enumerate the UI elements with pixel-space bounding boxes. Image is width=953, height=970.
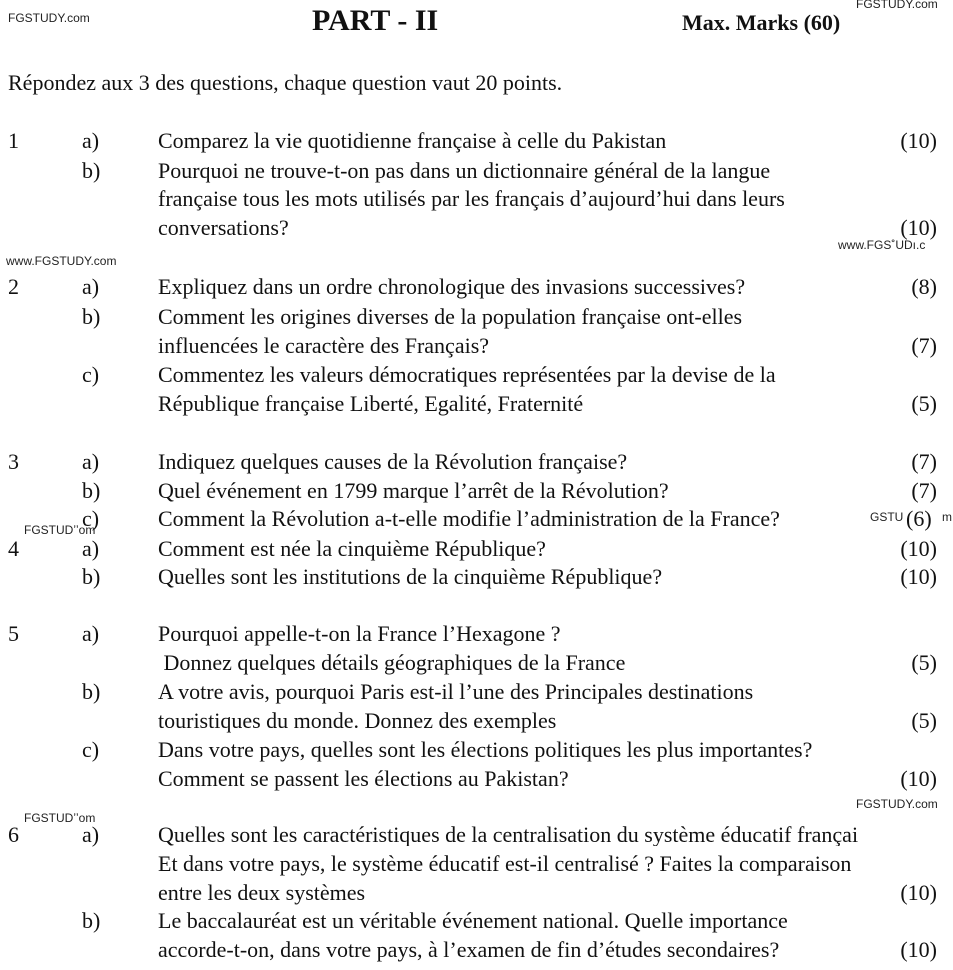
watermark: GSTU xyxy=(870,510,904,524)
question-text: entre les deux systèmes xyxy=(158,880,366,905)
question-text: Et dans votre pays, le système éducatif est-il centralisé ? Faites la comparaison xyxy=(158,851,852,876)
watermark: m xyxy=(942,510,952,524)
question-text: Comment les origines diverses de la population française ont-elles xyxy=(158,304,743,329)
question-marks: (10) xyxy=(900,880,937,905)
question-part-letter: c) xyxy=(82,362,100,387)
question-number: 6 xyxy=(8,822,19,847)
question-marks: (5) xyxy=(911,391,937,416)
question-text: Donnez quelques détails géographiques de la France xyxy=(158,650,626,675)
question-text: influencées le caractère des Français? xyxy=(158,333,490,358)
watermark: FGSTUDY.com xyxy=(8,11,90,25)
question-text: Le baccalauréat est un véritable événement national. Quelle importance xyxy=(158,908,788,933)
max-marks: Max. Marks (60) xyxy=(682,10,841,35)
question-text: accorde-t-on, dans votre pays, à l’examen de fin d’études secondaires? xyxy=(158,937,780,962)
question-number: 1 xyxy=(8,128,19,153)
question-part-letter: a) xyxy=(82,449,100,474)
question-text: Comment se passent les élections au Pakistan? xyxy=(158,766,569,791)
question-part-letter: b) xyxy=(82,908,101,933)
page-title: PART - II xyxy=(312,4,439,37)
question-marks: (7) xyxy=(911,449,937,474)
question-number: 3 xyxy=(8,449,19,474)
question-number: 2 xyxy=(8,274,19,299)
question-text: Dans votre pays, quelles sont les élections politiques les plus importantes? xyxy=(158,737,813,762)
question-text: Comparez la vie quotidienne française à celle du Pakistan xyxy=(158,128,667,153)
question-text: Quelles sont les caractéristiques de la centralisation du système éducatif françai xyxy=(158,824,859,846)
question-text: Indiquez quelques causes de la Révolution française? xyxy=(158,449,628,474)
question-text: conversations? xyxy=(158,215,289,240)
watermark: FGSTUDY.com xyxy=(856,0,938,11)
question-marks: (5) xyxy=(911,650,937,675)
question-marks: (10) xyxy=(900,766,937,791)
question-part-letter: a) xyxy=(82,822,100,847)
question-number: 4 xyxy=(8,536,19,561)
question-part-letter: a) xyxy=(82,274,100,299)
question-text: A votre avis, pourquoi Paris est-il l’une des Principales destinations xyxy=(158,679,754,704)
question-marks: (10) xyxy=(900,937,937,962)
question-part-letter: c) xyxy=(82,737,100,762)
question-marks: (5) xyxy=(911,708,937,733)
question-marks: (10) xyxy=(900,215,937,240)
question-marks: (6) xyxy=(906,506,932,531)
question-text: République française Liberté, Egalité, Fraternité xyxy=(158,391,584,416)
question-part-letter: a) xyxy=(82,536,100,561)
question-marks: (10) xyxy=(900,128,937,153)
question-text: Comment la Révolution a-t-elle modifie l’administration de la France? xyxy=(158,506,780,531)
question-text: Pourquoi appelle-t-on la France l’Hexagone ? xyxy=(158,621,561,646)
question-text: Expliquez dans un ordre chronologique des invasions successives? xyxy=(158,274,746,299)
question-text: touristiques du monde. Donnez des exemples xyxy=(158,708,557,733)
question-part-letter: b) xyxy=(82,304,101,329)
question-part-letter: b) xyxy=(82,564,101,589)
question-part-letter: a) xyxy=(82,621,100,646)
question-text: Comment est née la cinquième République? xyxy=(158,536,546,561)
question-part-letter: b) xyxy=(82,478,101,503)
question-marks: (7) xyxy=(911,478,937,503)
question-marks: (10) xyxy=(900,564,937,589)
watermark: FGSTUDY.com xyxy=(856,797,938,811)
question-text: Pourquoi ne trouve-t-on pas dans un dictionnaire général de la langue xyxy=(158,158,771,183)
question-marks: (7) xyxy=(911,333,937,358)
question-number: 5 xyxy=(8,621,19,646)
question-marks: (8) xyxy=(911,274,937,299)
question-text: Quelles sont les institutions de la cinquième République? xyxy=(158,564,663,589)
watermark: FGSTUDʼʼom xyxy=(24,811,96,825)
watermark: www.FGSTUDY.com xyxy=(6,254,117,268)
question-part-letter: c) xyxy=(82,506,100,531)
question-part-letter: b) xyxy=(82,158,101,183)
instructions: Répondez aux 3 des questions, chaque question vaut 20 points. xyxy=(8,70,563,95)
question-text: Commentez les valeurs démocratiques représentées par la devise de la xyxy=(158,362,776,387)
question-part-letter: b) xyxy=(82,679,101,704)
question-text: française tous les mots utilisés par les français d’aujourd’hui dans leurs xyxy=(158,186,785,211)
question-marks: (10) xyxy=(900,536,937,561)
question-text: Quel événement en 1799 marque l’arrêt de la Révolution? xyxy=(158,478,669,503)
watermark: FGSTUDʼʼom xyxy=(24,523,96,537)
watermark: www.FGS˚UDı.c xyxy=(838,238,926,252)
question-part-letter: a) xyxy=(82,128,100,153)
